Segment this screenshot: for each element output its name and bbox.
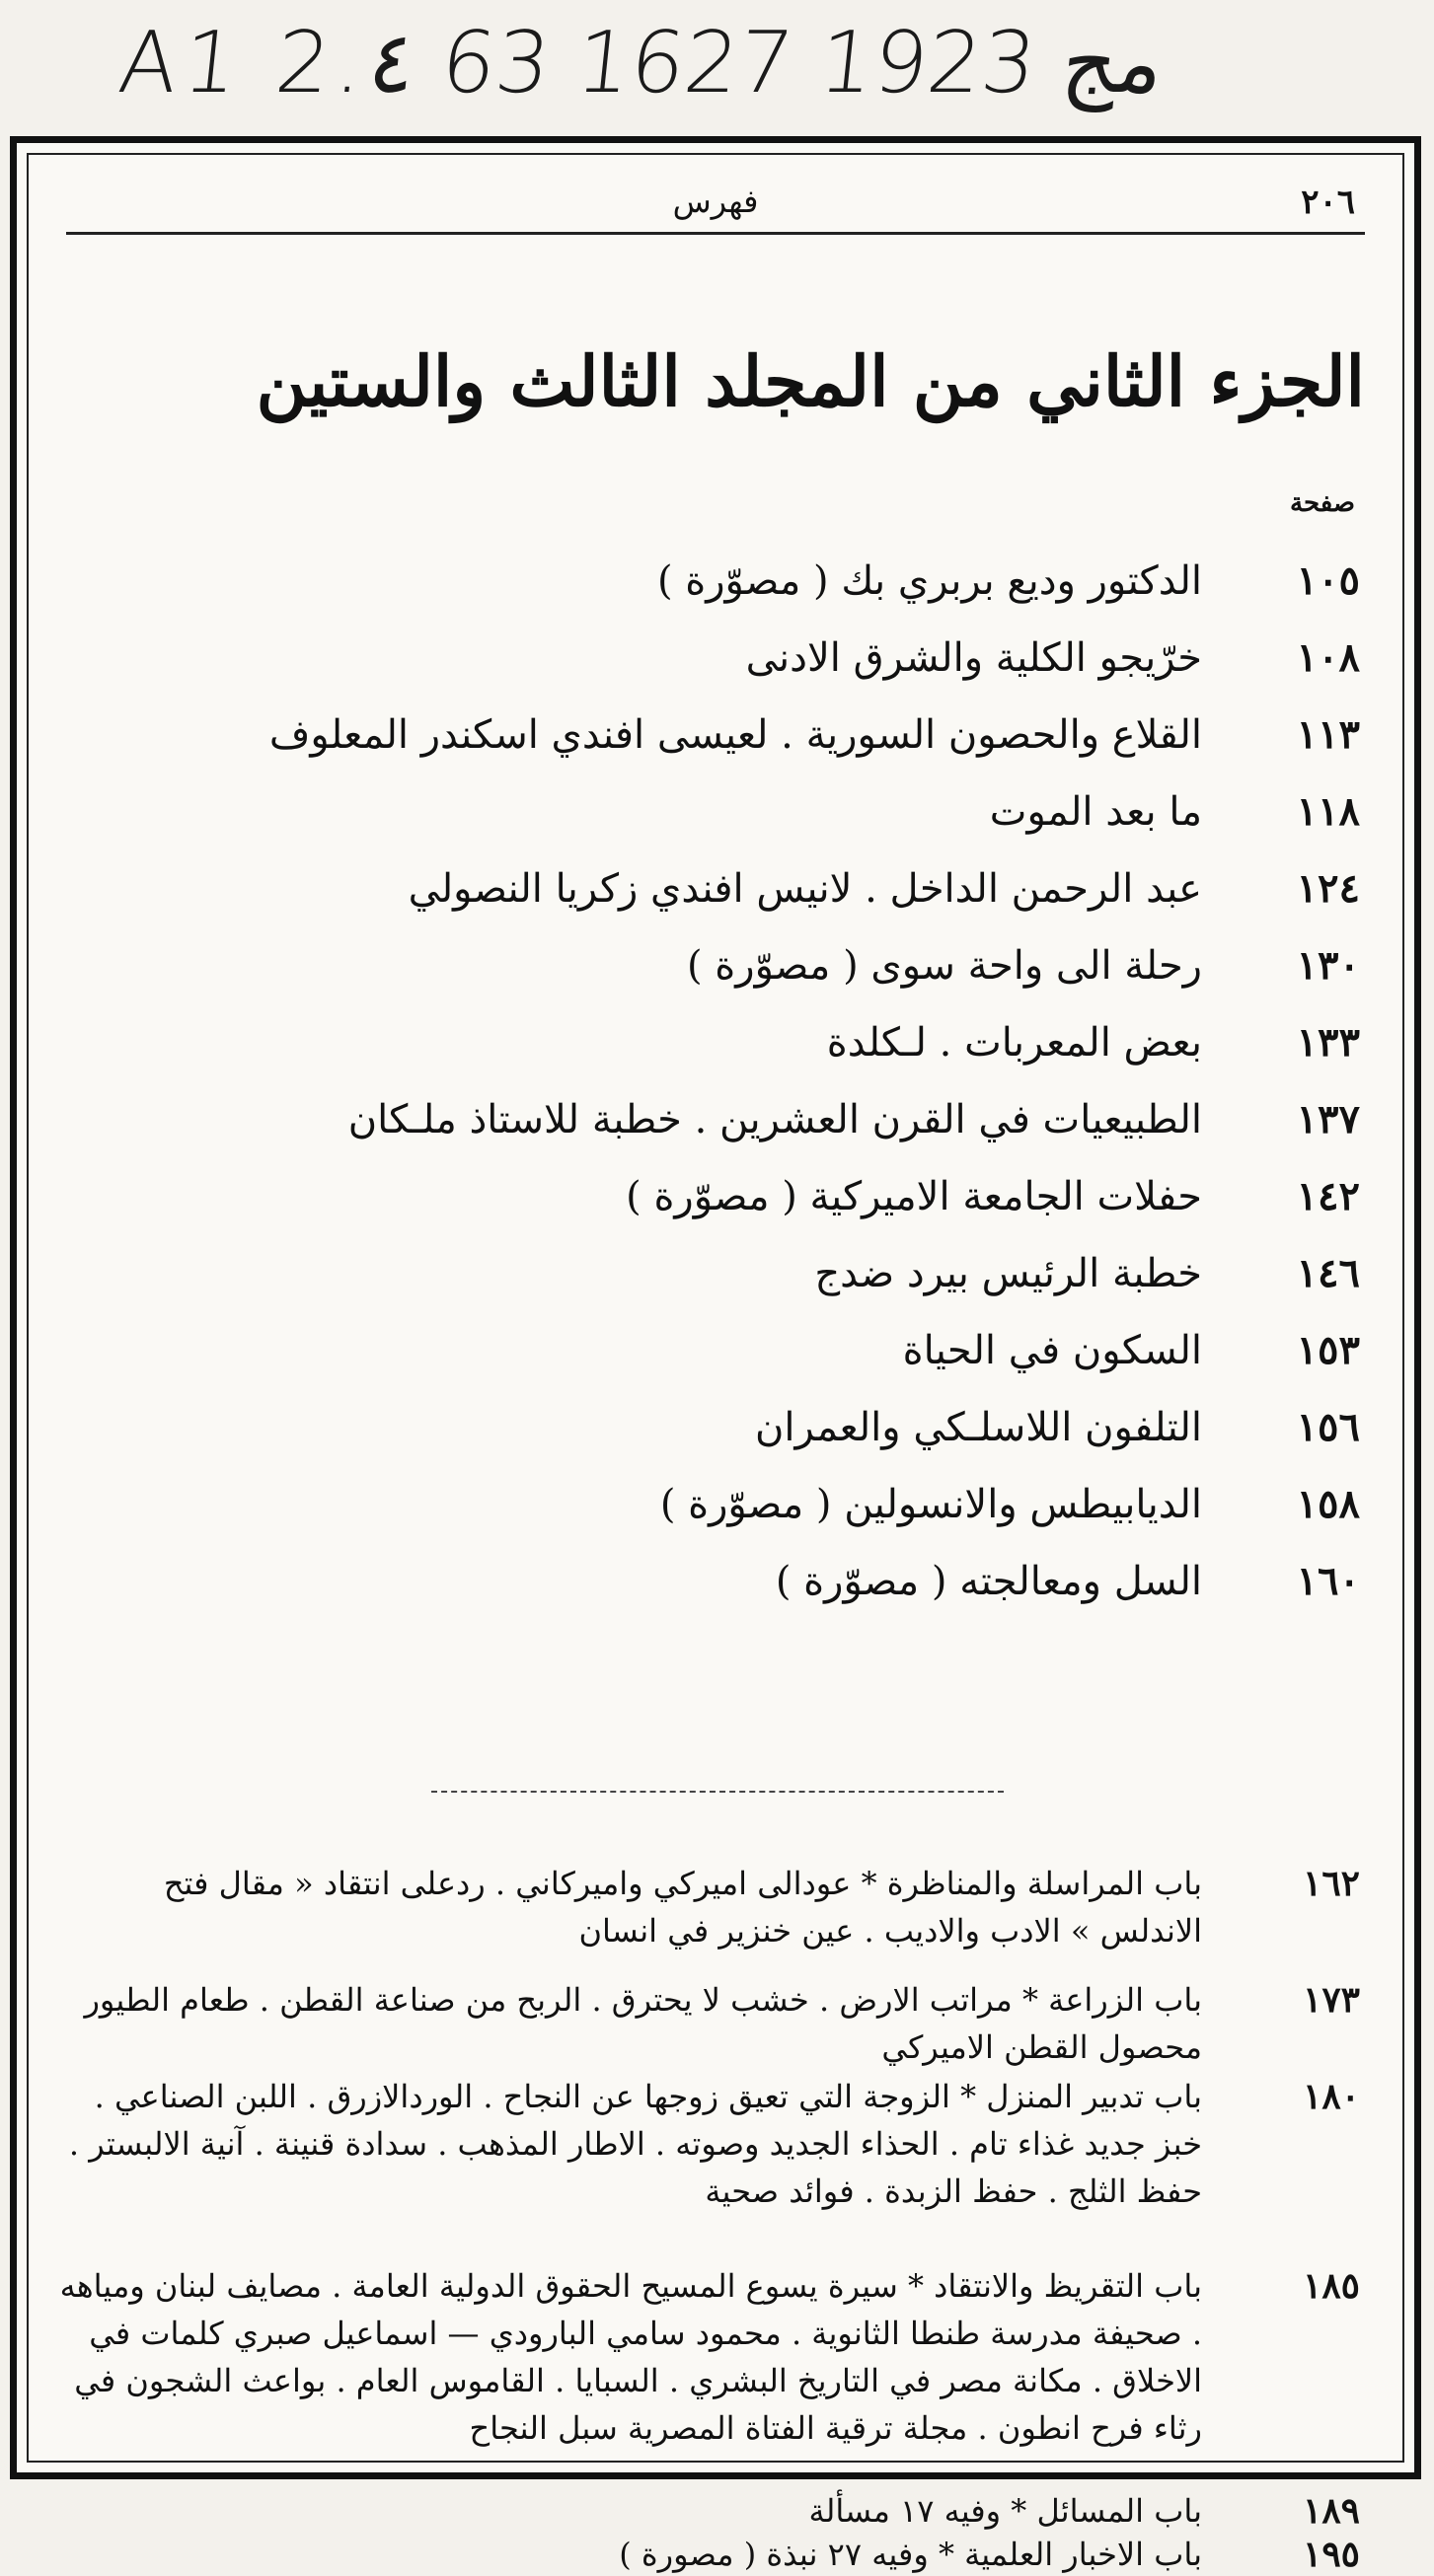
toc-title: الدكتور وديع بربري بك ( مصوّرة ) xyxy=(656,558,1202,604)
section-page-number: ١٧٣ xyxy=(1302,1979,1360,2021)
section-page-number: ١٨٩ xyxy=(1302,2490,1360,2532)
page-content xyxy=(17,143,1414,2575)
toc-page-number: ١١٣ xyxy=(1296,711,1360,758)
section-entry xyxy=(56,2073,1360,2262)
section-text: باب الزراعة * مراتب الارض . خشب لا يحترق . الربح من صناعة القطن . طعام الطيور محصول القطن الاميركي xyxy=(84,1981,1202,2066)
toc-title: ما بعد الموت xyxy=(989,789,1202,835)
toc-page-number: ١٠٥ xyxy=(1296,557,1360,604)
toc-page-number: ١٣٧ xyxy=(1296,1096,1360,1142)
toc-entry xyxy=(66,1158,1360,1235)
section-entry xyxy=(56,1976,1360,2073)
toc-page-number: ١٤٢ xyxy=(1296,1173,1360,1219)
toc-title: عبد الرحمن الداخل . لانيس افندي زكريا النصولي xyxy=(408,866,1202,912)
page-frame xyxy=(10,136,1421,2575)
toc-page-number: ١٤٦ xyxy=(1296,1250,1360,1296)
toc-title: التلفون اللاسلـكي والعمران xyxy=(755,1405,1202,1450)
section-entry xyxy=(56,1860,1360,1976)
toc-page-number: ١٥٨ xyxy=(1296,1481,1360,1527)
section-text: باب تدبير المنزل * الزوجة التي تعيق زوجها عن النجاح . الوردالازرق . اللبن الصناعي . خبز جديد غذاء تام . الحذاء الجديد وصوته . الاطار المذهب . سدادة قنينة . آنية الالبستر . حفظ الثلج . حفظ الزبدة . فوائد صحية xyxy=(68,2078,1202,2210)
section-page-number: ١٦٢ xyxy=(1302,1863,1360,1904)
section-entry xyxy=(56,2533,1360,2576)
toc-title: رحلة الى واحة سوى ( مصوّرة ) xyxy=(686,943,1202,989)
toc-page-number: ١٠٨ xyxy=(1296,634,1360,681)
toc-title: بعض المعربات . لـكلدة xyxy=(826,1020,1202,1066)
toc-page-number: ١٣٠ xyxy=(1296,942,1360,989)
toc-title: خطبة الرئيس بيرد ضدج xyxy=(814,1251,1202,1296)
toc-entry xyxy=(66,1312,1360,1389)
toc-page-number: ١٢٤ xyxy=(1296,865,1360,912)
toc-entry xyxy=(66,620,1360,697)
section-text: باب المسائل * وفيه ١٧ مسألة xyxy=(808,2492,1202,2530)
section-text: باب الاخبار العلمية * وفيه ٢٧ نبذة ( مصورة ) xyxy=(619,2536,1202,2573)
running-title: فهرس xyxy=(672,183,759,220)
toc-entry xyxy=(66,927,1360,1004)
toc-entry xyxy=(66,1081,1360,1158)
section-page-number: ١٨٠ xyxy=(1302,2076,1360,2117)
toc-title: خرّيجو الكلية والشرق الادنى xyxy=(745,635,1202,681)
running-head xyxy=(66,183,1365,235)
section-divider xyxy=(431,1791,1004,1793)
section-entry xyxy=(56,2262,1360,2489)
toc-title: السل ومعالجته ( مصوّرة ) xyxy=(775,1559,1202,1604)
handwritten-catalog-note: A1 2.٤ 63 مج 1923 1627 xyxy=(113,14,1169,112)
section-page-number: ١٨٥ xyxy=(1302,2265,1360,2307)
section-page-number: ١٩٥ xyxy=(1302,2534,1360,2575)
section-entry xyxy=(56,2489,1360,2533)
issue-title: الجزء الثاني من المجلد الثالث والستين xyxy=(256,340,1365,422)
section-text: باب المراسلة والمناظرة * عودالى اميركي واميركاني . ردعلى انتقاد « مقال فتح الاندلس » الادب والاديب . عين خنزير في انسان xyxy=(163,1865,1202,1950)
table-of-contents xyxy=(66,543,1360,1620)
toc-title: حفلات الجامعة الاميركية ( مصوّرة ) xyxy=(626,1174,1202,1219)
toc-entry xyxy=(66,1543,1360,1620)
toc-page-number: ١٣٣ xyxy=(1296,1019,1360,1066)
toc-entry xyxy=(66,773,1360,850)
toc-title: الديابيطس والانسولين ( مصوّرة ) xyxy=(659,1482,1202,1527)
toc-title: الطبيعيات في القرن العشرين . خطبة للاستاذ ملـكان xyxy=(347,1097,1202,1142)
toc-entry xyxy=(66,850,1360,927)
toc-title: القلاع والحصون السورية . لعيسى افندي اسكندر المعلوف xyxy=(268,712,1202,758)
sections-list xyxy=(56,1860,1360,2576)
toc-page-number: ١٥٣ xyxy=(1296,1327,1360,1373)
page-number: ٢٠٦ xyxy=(1301,183,1355,222)
toc-entry xyxy=(66,1004,1360,1081)
toc-entry xyxy=(66,543,1360,620)
toc-page-number: ١١٨ xyxy=(1296,788,1360,835)
section-text: باب التقريظ والانتقاد * سيرة يسوع المسيح الحقوق الدولية العامة . مصايف لبنان ومياهه . صحيفة مدرسة طنطا الثانوية . محمود سامي البارودي — اسماعيل صبري كلمات في الاخلاق . مكانة مصر في التاريخ البشري . السبايا . القاموس العام . بواعث الشجون في رثاء فرح انطون . مجلة ترقية الفتاة المصرية سبل النجاح xyxy=(59,2267,1202,2447)
toc-entry xyxy=(66,697,1360,773)
toc-entry xyxy=(66,1389,1360,1466)
toc-page-number: ١٥٦ xyxy=(1296,1404,1360,1450)
toc-entry xyxy=(66,1235,1360,1312)
toc-title: السكون في الحياة xyxy=(902,1328,1202,1373)
toc-page-number: ١٦٠ xyxy=(1296,1558,1360,1604)
page-column-label: صفحة xyxy=(1290,488,1355,518)
toc-entry xyxy=(66,1466,1360,1543)
